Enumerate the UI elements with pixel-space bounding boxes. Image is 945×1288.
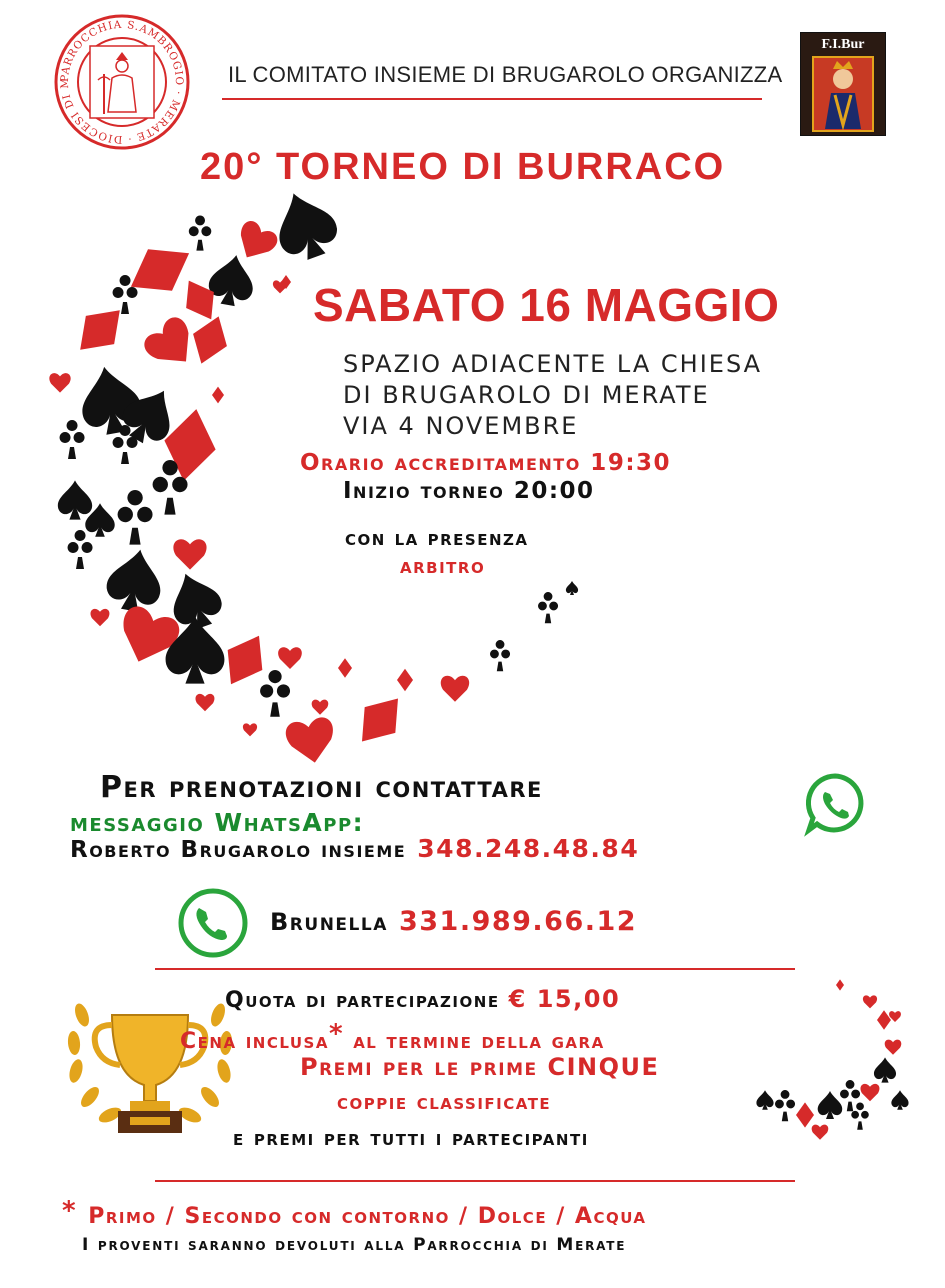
menu-line — [62, 1196, 647, 1229]
club-suit-icon — [538, 592, 558, 623]
club-suit-icon — [490, 640, 510, 671]
presence-value: arbitro — [400, 554, 486, 578]
dinner-label: Cena inclusa — [180, 1029, 329, 1054]
heart-suit-icon — [196, 694, 215, 711]
club-suit-icon — [68, 530, 93, 569]
club-suit-icon — [60, 420, 85, 459]
dinner-star: * — [328, 1019, 345, 1049]
organizer-header: IL COMITATO INSIEME DI BRUGAROLO ORGANIZZA — [228, 62, 783, 87]
trophy-icon — [60, 985, 240, 1150]
phone-icon[interactable] — [175, 888, 251, 958]
proceeds-text: I proventi saranno devoluti alla Parrocchia di Merate — [82, 1235, 627, 1255]
menu-star: * — [62, 1196, 78, 1226]
prizes-line-1: Premi per le prime CINQUE — [300, 1053, 660, 1081]
fees-top-divider — [155, 968, 795, 970]
contact-roberto-phone[interactable]: 348.248.48.84 — [417, 834, 640, 863]
location-line-3: VIA 4 NOVEMBRE — [343, 412, 579, 440]
diamond-suit-icon — [836, 979, 844, 990]
tournament-start-time: Inizio torneo 20:00 — [343, 478, 595, 504]
dinner-line — [180, 1019, 605, 1054]
accreditation-time: Orario accreditamento 19:30 — [300, 450, 672, 476]
location-line-1: SPAZIO ADIACENTE LA CHIESA — [343, 350, 763, 378]
heart-suit-icon — [812, 1125, 829, 1140]
heart-suit-icon — [863, 995, 877, 1008]
presence-label: con la presenza — [345, 526, 529, 550]
fibur-logo-label: F.I.Bur — [821, 37, 865, 52]
contact-roberto — [70, 834, 639, 863]
prizes-line-3: e premi per tutti i partecipanti — [233, 1126, 589, 1151]
spade-suit-icon — [206, 251, 258, 308]
heart-suit-icon — [173, 539, 206, 569]
heart-suit-icon — [312, 700, 329, 715]
heart-suit-icon — [91, 609, 110, 626]
quota-value: € 15,00 — [508, 985, 621, 1013]
diamond-suit-icon — [212, 387, 224, 404]
tournament-title: 20° TORNEO DI BURRACO — [200, 146, 726, 188]
dinner-rest: al termine della gara — [353, 1029, 605, 1054]
heart-suit-icon — [885, 1040, 902, 1055]
seal-ring-text: PARROCCHIA S.AMBROGIO · MERATE · DIOCESI DI MILANO — [46, 3, 186, 146]
whatsapp-icon[interactable] — [803, 772, 867, 836]
diamond-suit-icon — [338, 658, 352, 678]
club-suit-icon — [260, 670, 290, 717]
prizes-line-2: coppie classificate — [337, 1090, 552, 1115]
club-suit-icon — [118, 490, 153, 545]
spade-suit-icon — [58, 480, 92, 519]
spade-suit-icon — [103, 545, 167, 615]
heart-suit-icon — [49, 373, 70, 393]
heart-suit-icon — [889, 1011, 901, 1022]
heart-suit-icon — [284, 716, 338, 767]
event-date: SABATO 16 MAGGIO — [313, 279, 780, 331]
location-line-2: DI BRUGAROLO DI MERATE — [343, 381, 710, 409]
contact-brunella — [270, 906, 637, 937]
contact-brunella-name: Brunella — [270, 908, 388, 936]
diamond-suit-icon — [796, 1102, 814, 1127]
footer-divider — [155, 1180, 795, 1182]
club-suit-icon — [775, 1090, 795, 1121]
diamond-suit-icon — [877, 1010, 891, 1030]
quota-line — [225, 985, 620, 1013]
quota-label: Quota di partecipazione — [225, 988, 500, 1013]
booking-heading: Per prenotazioni contattare — [100, 770, 543, 805]
whatsapp-label: messaggio WhatsApp: — [70, 808, 365, 837]
club-suit-icon — [851, 1103, 869, 1130]
spade-suit-icon — [874, 1057, 896, 1082]
diamond-suit-icon — [397, 669, 413, 691]
spade-suit-icon — [818, 1091, 843, 1119]
diamond-suit-icon — [184, 310, 235, 370]
diamond-suit-icon — [347, 686, 414, 755]
spade-suit-icon — [756, 1090, 773, 1110]
heart-suit-icon — [140, 313, 204, 377]
contact-roberto-name: Roberto Brugarolo insieme — [70, 837, 407, 863]
club-suit-icon — [189, 216, 212, 251]
heart-suit-icon — [278, 647, 302, 669]
spade-suit-icon — [266, 183, 344, 266]
heart-suit-icon — [441, 676, 469, 702]
heart-suit-icon — [243, 723, 257, 736]
contact-brunella-phone[interactable]: 331.989.66.12 — [398, 906, 638, 937]
spade-suit-icon — [566, 581, 578, 595]
heart-suit-icon — [861, 1084, 880, 1101]
spade-suit-icon — [891, 1090, 908, 1110]
menu-text: Primo / Secondo con contorno / Dolce / Acqua — [88, 1204, 647, 1229]
